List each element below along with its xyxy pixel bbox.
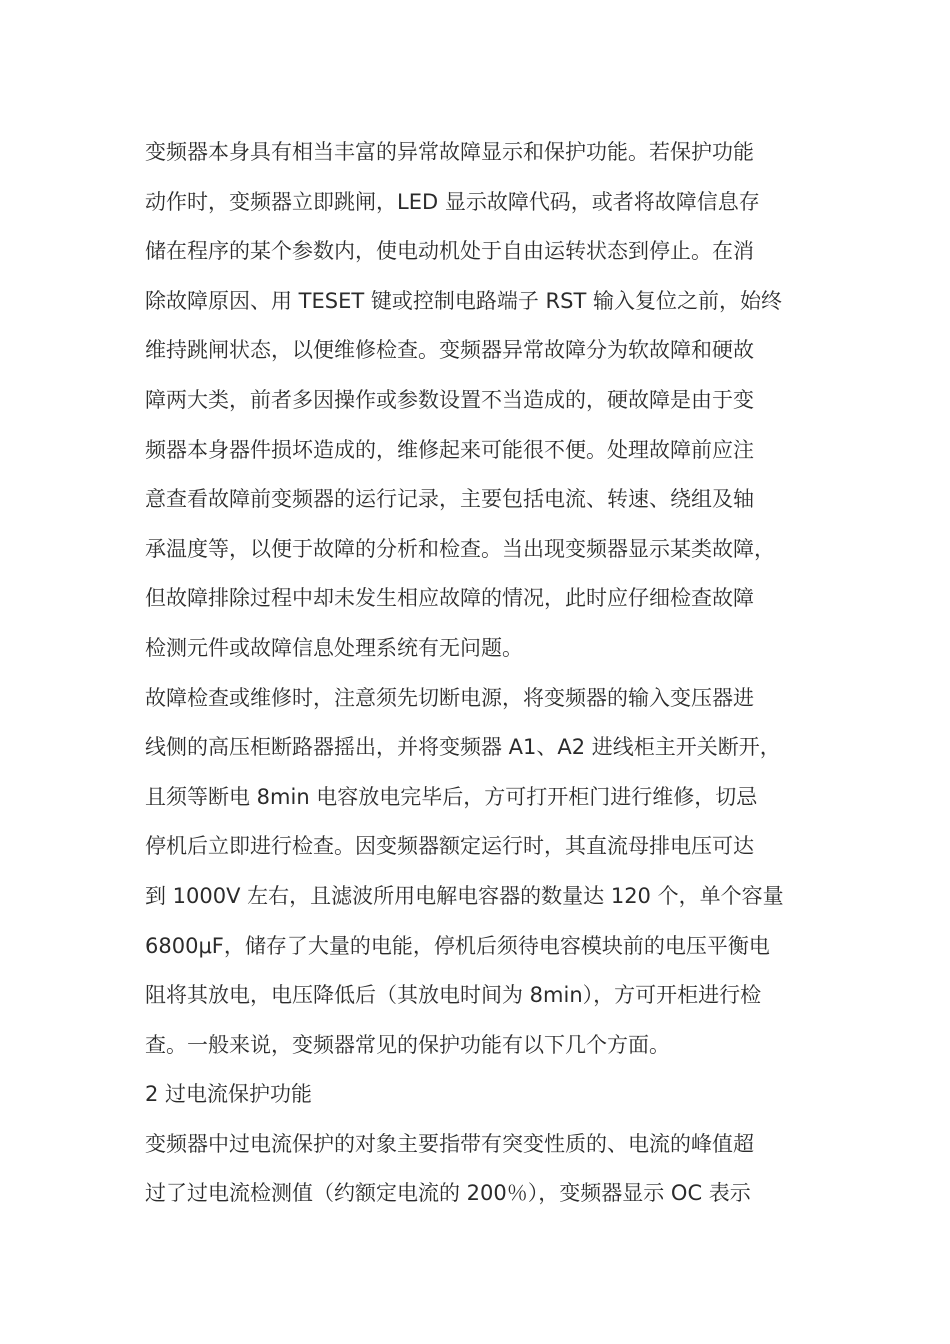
text-line: 意查看故障前变频器的运行记录，主要包括电流、转速、绕组及轴	[145, 487, 754, 512]
paragraph-2	[145, 674, 810, 1071]
text-line: 频器本身器件损坏造成的，维修起来可能很不便。处理故障前应注	[145, 437, 754, 462]
text-line: 检测元件或故障信息处理系统有无问题。	[145, 635, 523, 660]
document-body	[145, 128, 810, 1219]
text-line: 储在程序的某个参数内，使电动机处于自由运转状态到停止。在消	[145, 239, 754, 264]
text-line: 且须等断电 8min 电容放电完毕后，方可打开柜门进行维修，切忌	[145, 784, 758, 809]
text-line: 维持跳闸状态，以便维修检查。变频器异常故障分为软故障和硬故	[145, 338, 754, 363]
text-line: 变频器中过电流保护的对象主要指带有突变性质的、电流的峰值超	[145, 1131, 754, 1156]
text-line: 过了过电流检测值（约额定电流的 200％），变频器显示 OC 表示	[145, 1181, 751, 1206]
heading-text: 2 过电流保护功能	[145, 1082, 313, 1107]
text-line: 停机后立即进行检查。因变频器额定运行时，其直流母排电压可达	[145, 834, 754, 859]
text-line: 查。一般来说，变频器常见的保护功能有以下几个方面。	[145, 1032, 670, 1057]
text-line: 阻将其放电，电压降低后（其放电时间为 8min），方可开柜进行检	[145, 983, 762, 1008]
text-line: 变频器本身具有相当丰富的异常故障显示和保护功能。若保护功能	[145, 140, 754, 164]
text-line: 但故障排除过程中却未发生相应故障的情况，此时应仔细检查故障	[145, 586, 754, 611]
text-line: 除故障原因、用 TESET 键或控制电路端子 RST 输入复位之前，始终	[145, 288, 782, 313]
text-line: 到 1000V 左右，且滤波所用电解电容器的数量达 120 个，单个容量	[145, 883, 784, 908]
text-line: 6800μF，储存了大量的电能，停机后须待电容模块前的电压平衡电	[145, 933, 770, 958]
paragraph-3	[145, 1120, 810, 1219]
text-line: 承温度等，以便于故障的分析和检查。当出现变频器显示某类故障，	[145, 536, 775, 561]
text-line: 故障检查或维修时，注意须先切断电源，将变频器的输入变压器进	[145, 685, 754, 710]
text-line: 障两大类，前者多因操作或参数设置不当造成的，硬故障是由于变	[145, 387, 754, 412]
text-line: 动作时，变频器立即跳闸，LED 显示故障代码，或者将故障信息存	[145, 189, 760, 214]
section-heading	[145, 1070, 810, 1120]
text-line: 线侧的高压柜断路器摇出，并将变频器 A1、A2 进线柜主开关断开，	[145, 735, 781, 760]
paragraph-1	[145, 128, 810, 674]
